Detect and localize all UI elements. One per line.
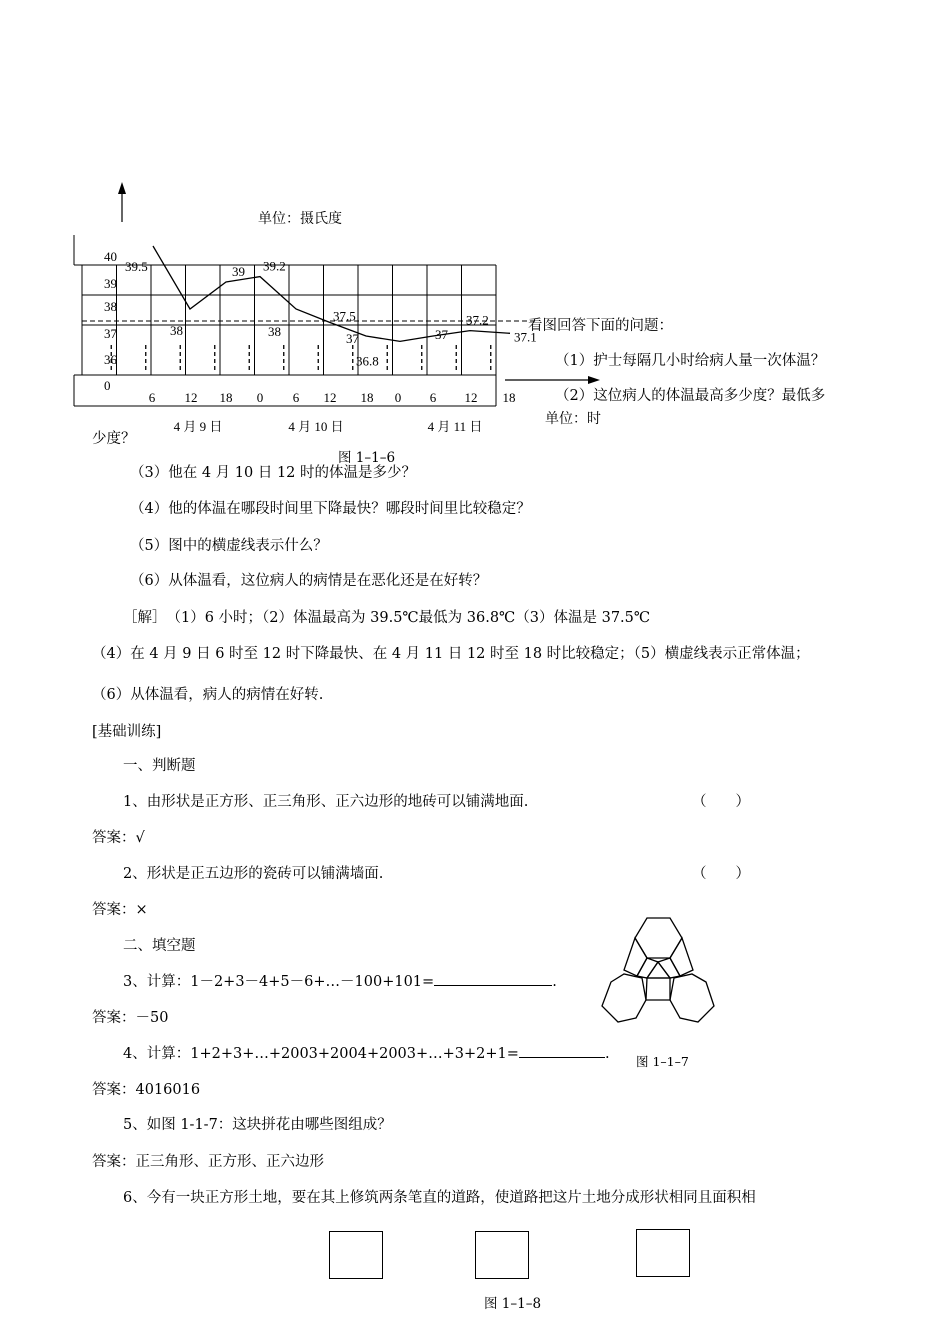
y-tick-label: 0	[104, 378, 111, 393]
square-figure-3	[636, 1229, 690, 1277]
training-heading: [基础训练]	[92, 724, 162, 740]
judgement-a2: 答案：×	[92, 902, 148, 918]
fill-q4	[123, 1042, 610, 1063]
x-tick-label: 0	[256, 390, 264, 405]
chart-unit-label: 单位：摄氏度	[258, 211, 342, 227]
x-tick-label: 6	[429, 390, 437, 405]
date-label: 4 月 9 日	[173, 419, 223, 434]
y-axis-arrowhead	[118, 182, 126, 194]
fill-q3-period: .	[552, 974, 557, 990]
answer-blank-3[interactable]	[434, 971, 552, 986]
fill-q4-period: .	[604, 1046, 610, 1062]
data-label: 39.2	[263, 258, 286, 274]
square-left	[624, 938, 647, 976]
square-figure-1	[329, 1231, 383, 1279]
hexagon-left	[602, 974, 646, 1022]
question-6: （6）从体温看，这位病人的病情是在恶化还是在好转？	[130, 573, 488, 589]
square-right	[670, 938, 693, 976]
fill-q3	[123, 970, 557, 991]
data-label: 38	[170, 323, 183, 338]
x-axis-arrowhead	[588, 376, 600, 384]
answer-paren-2: （ ）	[692, 866, 750, 882]
square-left-2	[637, 958, 658, 978]
x-tick-label: 18	[219, 390, 233, 405]
question-2: （2）这位病人的体温最高多少度？最低多	[555, 388, 826, 404]
fill-a3: 答案：－50	[92, 1010, 169, 1026]
square-figure-2	[475, 1231, 529, 1279]
x-tick-label: 12	[323, 390, 337, 405]
x-tick-label: 18	[502, 390, 516, 405]
triangle-center	[647, 962, 670, 978]
question-5: （5）图中的横虚线表示什么？	[130, 538, 328, 554]
date-label: 4 月 10 日	[288, 419, 344, 434]
solution-line-3: （6）从体温看，病人的病情在好转.	[92, 687, 324, 703]
square-bottom	[646, 978, 670, 1000]
hexagon-top	[635, 918, 682, 958]
question-1: （1）护士每隔几小时给病人量一次体温？	[555, 353, 826, 369]
data-label: 39	[232, 264, 245, 279]
fill-a5: 答案：正三角形、正方形、正六边形	[92, 1154, 324, 1170]
section-fill-in: 二、填空题	[123, 938, 196, 954]
answer-paren-1: （ ）	[692, 794, 750, 810]
data-label: 39.5	[125, 259, 148, 274]
y-tick-label: 36	[104, 352, 117, 367]
question-3: （3）他在 4 月 10 日 12 时的体温是多少？	[130, 465, 417, 481]
chart-x-unit-label: 单位：时	[545, 411, 601, 427]
x-tick-label: 0	[394, 390, 402, 405]
y-tick-label: 37	[104, 326, 117, 341]
x-tick-label: 18	[360, 390, 374, 405]
judgement-q2: 2、形状是正五边形的瓷砖可以铺满墙面.	[123, 866, 384, 882]
fig8-caption: 图 1–1–8	[484, 1296, 542, 1312]
data-label: 38	[268, 324, 281, 339]
question-4: （4）他的体温在哪段时间里下降最快？哪段时间里比较稳定？	[130, 501, 531, 517]
x-tick-label: 12	[184, 390, 198, 405]
x-tick-label: 6	[292, 390, 300, 405]
y-tick-label: 40	[104, 249, 117, 264]
judgement-a1: 答案：√	[92, 830, 145, 846]
hexagon-right	[670, 974, 714, 1022]
y-tick-label: 39	[104, 276, 117, 291]
solution-line-1: ［解］ （1）6 小时；（2）体温最高为 39.5℃最低为 36.8℃（3）体温是 37.5℃	[123, 610, 651, 626]
judgement-q1: 1、由形状是正方形、正三角形、正六边形的地砖可以铺满地面.	[123, 794, 529, 810]
section-judgement: 一、判断题	[123, 758, 196, 774]
question-2-continued: 少度？	[92, 431, 136, 447]
fig7-caption: 图 1–1–7	[636, 1054, 689, 1069]
tiling-figure	[596, 910, 726, 1038]
temperature-line	[153, 246, 510, 341]
solution-line-2: （4）在 4 月 9 日 6 时至 12 时下降最快、在 4 月 11 日 12 时至 18 时比较稳定；（5）横虚线表示正常体温；	[92, 646, 810, 662]
y-tick-label: 38	[104, 299, 117, 314]
fill-q4-text: 4、计算：1+2+3+…+2003+2004+2003+…+3+2+1=	[123, 1046, 519, 1062]
x-tick-label: 12	[464, 390, 478, 405]
data-label: 37	[346, 331, 359, 346]
fill-q3-text: 3、计算：1－2+3－4+5－6+…－100+101=	[123, 974, 435, 990]
chart-caption: 图 1–1–6	[338, 450, 396, 466]
data-label: 36.8	[356, 353, 379, 369]
data-label: 37	[435, 327, 448, 342]
question-intro: 看图回答下面的问题：	[528, 318, 673, 334]
x-tick-label: 6	[148, 390, 156, 405]
date-label: 4 月 11 日	[427, 419, 483, 434]
fill-q5: 5、如图 1-1-7：这块拼花由哪些图组成？	[123, 1117, 392, 1133]
answer-blank-4[interactable]	[519, 1043, 605, 1058]
data-label: 37.5	[333, 308, 356, 324]
fill-q6: 6、今有一块正方形土地，要在其上修筑两条笔直的道路，使道路把这片土地分成形状相同且面积相	[123, 1190, 756, 1206]
data-label: 37.2	[466, 312, 489, 328]
fill-a4: 答案：4016016	[92, 1082, 201, 1098]
data-label: 37.1	[514, 329, 537, 345]
square-right-2	[658, 958, 680, 978]
